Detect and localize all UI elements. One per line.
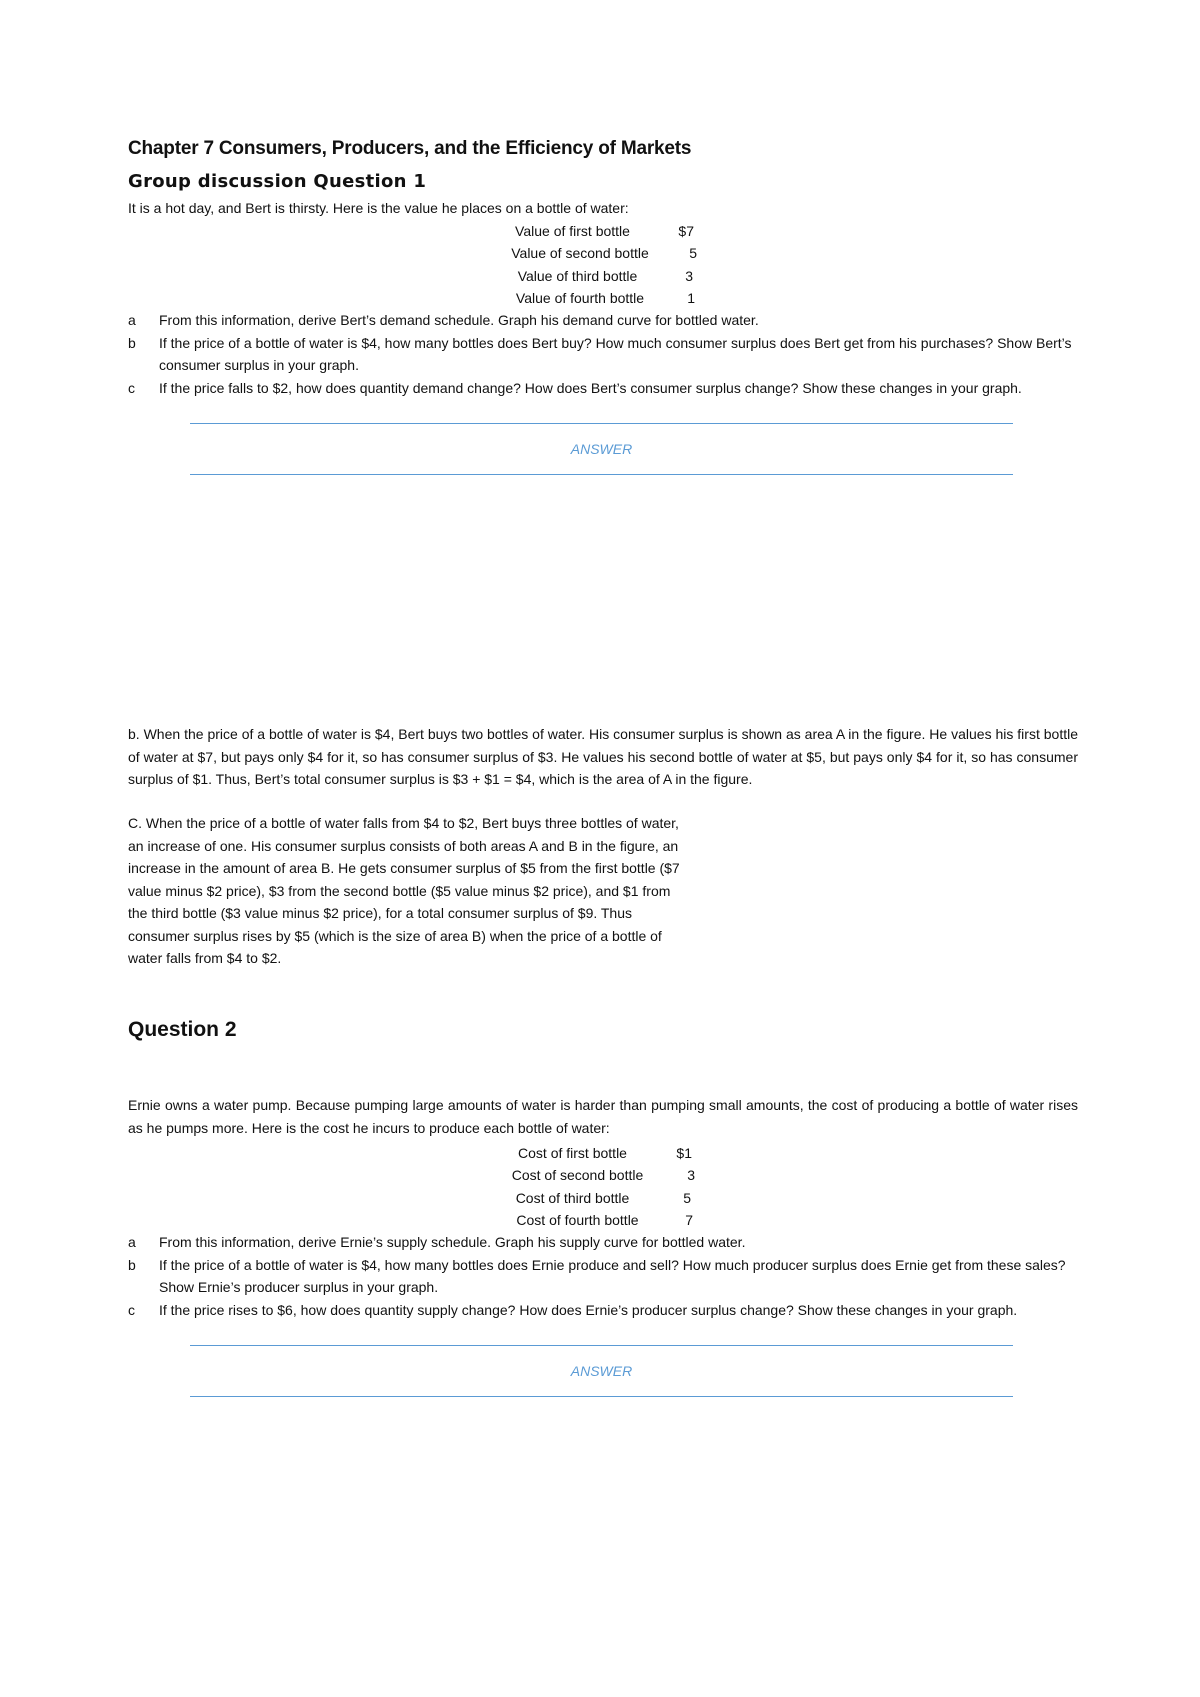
answer-divider-top (190, 1345, 1013, 1346)
item-text: If the price rises to $6, how does quantity supply change? How does Ernie’s producer surplus change? Show these changes in your graph. (159, 1301, 1018, 1318)
list-item (128, 1254, 1078, 1299)
item-letter: c (128, 379, 135, 396)
list-item (128, 309, 1078, 332)
answer-c-paragraph: C. When the price of a bottle of water falls from $4 to $2, Bert buys three bottles of water, an increase of one. His consumer surplus consists of both areas A and B in the figure, an increase in the amount of area B. He gets consumer surplus of $5 from the first bottle ($7 value minus $2 price), $3 from the second bottle ($5 value minus $2 price), and $1 from the third bottle ($3 value minus $2 price), for a total consumer surplus of $9. Thus consumer surplus rises by $5 (which is the size of area B) when the price of a bottle of water falls from $4 to $2. (128, 815, 680, 966)
cost-table-label: Cost of fourth bottle (516, 1212, 639, 1228)
value-table-label: Value of second bottle (511, 245, 649, 261)
chapter-title: Chapter 7 Consumers, Producers, and the Efficiency of Markets (128, 138, 692, 159)
value-table-value: $7 (678, 223, 694, 239)
list-item (128, 1231, 1078, 1254)
list-item (128, 377, 1078, 400)
cost-table-value: 5 (683, 1190, 691, 1206)
answer-divider-top (190, 423, 1013, 424)
answer-b-paragraph: b. When the price of a bottle of water is $4, Bert buys two bottles of water. His consumer surplus is shown as area A in the figure. He values his first bottle of water at $7, but pays only $4 for it, so has consumer surplus of $3. He values his second bottle of water at $5, but pays only $4 for it, so has consumer surplus of $1. Thus, Bert’s total consumer surplus is $3 + $1 = $4, which is the area of A in the figure. (128, 726, 1078, 787)
item-text: If the price of a bottle of water is $4, how many bottles does Ernie produce and sell? How much producer surplus does Ernie get from these sales? Show Ernie’s producer surplus in your graph. (159, 1256, 1066, 1295)
cost-table-value: 3 (687, 1167, 695, 1183)
item-text: From this information, derive Ernie’s supply schedule. Graph his supply curve for bottled water. (159, 1234, 746, 1250)
answer-label: ANSWER (570, 441, 633, 457)
item-letter: a (128, 1234, 136, 1250)
question-2-items (128, 1231, 1078, 1321)
item-letter: b (128, 1256, 136, 1273)
question-1-items (128, 309, 1078, 399)
item-letter: a (128, 312, 136, 328)
cost-table-label: Cost of third bottle (515, 1190, 630, 1206)
cost-table-value: 7 (685, 1212, 693, 1228)
item-letter: b (128, 334, 136, 351)
list-item (128, 332, 1078, 377)
item-letter: c (128, 1301, 135, 1318)
cost-table-label: Cost of second bottle (511, 1167, 644, 1183)
value-table-value: 3 (685, 268, 693, 284)
value-table-label: Value of fourth bottle (515, 290, 645, 306)
question-2-intro: Ernie owns a water pump. Because pumping large amounts of water is harder than pumping small amounts, the cost of producing a bottle of water rises as he pumps more. Here is the cost he incurs to produce each bottle of water: (128, 1097, 1078, 1136)
answer-label: ANSWER (570, 1363, 633, 1379)
value-table-label: Value of third bottle (517, 268, 638, 284)
item-text: From this information, derive Bert’s demand schedule. Graph his demand curve for bottled water. (159, 312, 759, 328)
list-item (128, 1299, 1078, 1322)
cost-table-value: $1 (676, 1145, 692, 1161)
cost-table-label: Cost of first bottle (518, 1145, 627, 1161)
question-1-title: Group discussion Question 1 (128, 171, 427, 192)
question-2-title: Question 2 (128, 1018, 237, 1041)
value-table-label: Value of first bottle (515, 223, 630, 239)
item-text: If the price falls to $2, how does quantity demand change? How does Bert’s consumer surplus change? Show these changes in your graph. (159, 379, 1022, 396)
answer-divider-bottom (190, 474, 1013, 475)
item-text: If the price of a bottle of water is $4, how many bottles does Bert buy? How much consumer surplus does Bert get from his purchases? Show Bert’s consumer surplus in your graph. (159, 334, 1072, 373)
answer-divider-bottom (190, 1396, 1013, 1397)
value-table-value: 5 (689, 245, 697, 261)
question-1-intro: It is a hot day, and Bert is thirsty. Here is the value he places on a bottle of water: (128, 200, 629, 216)
value-table-value: 1 (687, 290, 695, 306)
